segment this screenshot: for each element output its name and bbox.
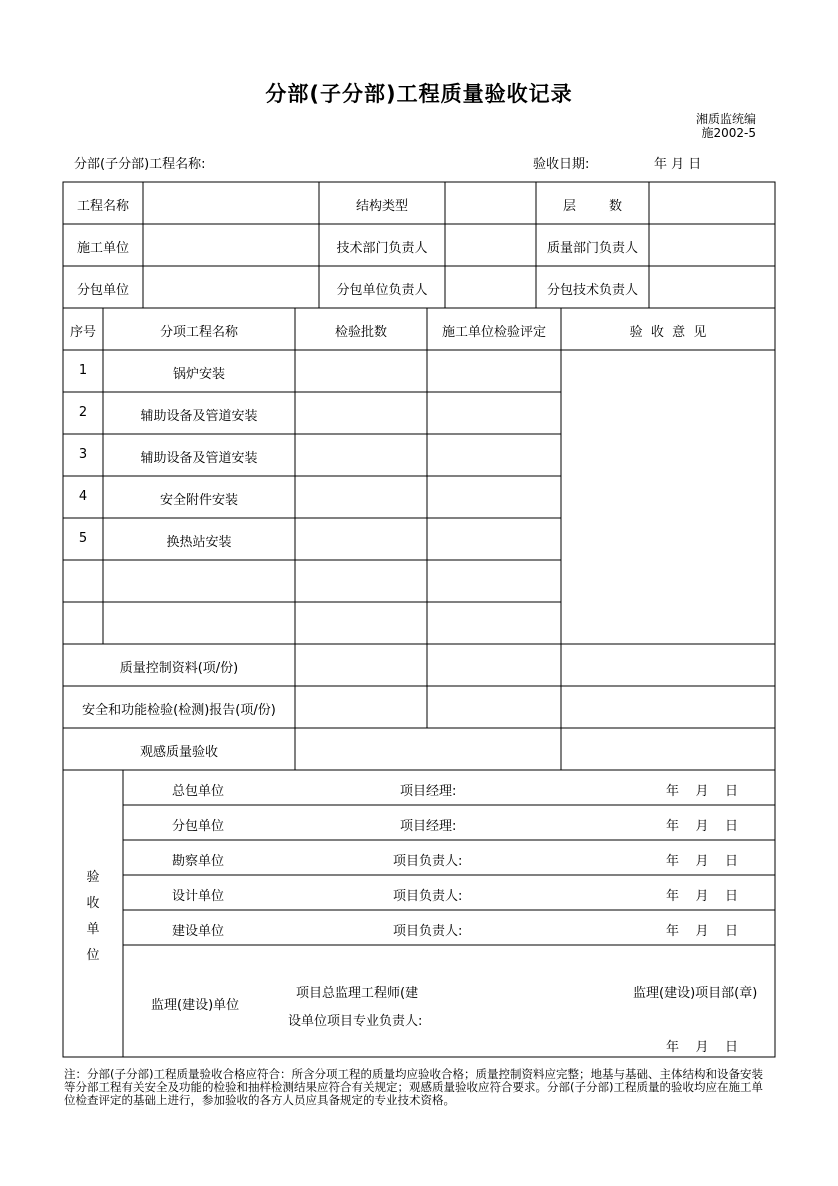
subcontract-head-cell[interactable] [446,268,535,307]
footnote: 注：分部(子分部)工程质量验收合格应符合：所含分项工程的质量均应验收合格；质量控制资料应完整；地基与基础、主体结构和设备安装等分部工程有关安全及功能的检验和抽样检测结果应符合有关规定；观感质量验收应符合要求。分部(子分部)工程质量的验收均应在施工单位检查评定的基础上进行，参加验收的各方人员应具备规定的专业技术资格。 [64,1067,763,1107]
page-title: 分部(子分部)工程质量验收记录 [265,82,573,106]
construction-unit-cell[interactable] [144,226,318,265]
form-code-line2: 施2002-5 [701,126,756,140]
table-row-name: 安全附件安装 [159,493,238,508]
subcontract-tech-cell[interactable] [650,268,774,307]
supervision-role-line2: 设单位项目专业负责人: [288,1014,423,1029]
acceptance-unit-name: 总包单位 [171,784,224,799]
acceptance-unit-date: 年 月 日 [666,854,739,869]
project-name-header: 工程名称 [76,199,129,214]
form-code-line1: 湘质监统编 [695,112,756,126]
acceptance-unit-name: 建设单位 [171,924,224,939]
appearance-label: 观感质量验收 [139,745,218,760]
acceptance-side-label-char: 验 [86,870,100,885]
project-name-label: 分部(子分部)工程名称: [74,157,206,172]
tech-head-header: 技术部门负责人 [336,241,428,256]
quality-docs-label: 质量控制资料(项/份) [119,661,239,676]
safety-reports-label: 安全和功能检验(检测)报告(项/份) [82,703,276,718]
floors-header: 层 数 [562,199,623,214]
acceptance-unit-role: 项目负责人: [393,924,463,939]
table-row-seq: 3 [78,447,88,462]
acceptance-unit-name: 分包单位 [171,819,224,834]
subcontract-unit-header: 分包单位 [76,283,129,298]
quality-head-cell[interactable] [650,226,774,265]
structure-type-header: 结构类型 [355,199,408,214]
acceptance-date-label: 验收日期: [533,157,590,172]
subcontract-tech-header: 分包技术负责人 [546,283,638,298]
tech-head-cell[interactable] [446,226,535,265]
supervision-stamp-label: 监理(建设)项目部(章) [633,986,758,1001]
acceptance-side-label-char: 收 [86,896,100,911]
table-row-seq: 2 [78,405,88,420]
acceptance-unit-name: 勘察单位 [171,854,224,869]
floors-cell[interactable] [650,184,774,223]
acceptance-unit-role: 项目负责人: [393,854,463,869]
subcontract-head-header: 分包单位负责人 [336,283,428,298]
item-name-header: 分项工程名称 [159,325,238,340]
batches-header: 检验批数 [334,325,387,340]
opinion-header: 验 收 意 见 [629,325,707,340]
supervision-role-line1: 项目总监理工程师(建 [296,986,419,1001]
eval-header: 施工单位检验评定 [441,325,546,340]
table-row-seq: 1 [78,363,88,378]
construction-unit-header: 施工单位 [76,241,129,256]
acceptance-unit-date: 年 月 日 [666,889,739,904]
subcontract-unit-cell[interactable] [144,268,318,307]
table-row-name: 换热站安装 [166,535,232,550]
structure-type-cell[interactable] [446,184,535,223]
supervision-unit-name: 监理(建设)单位 [151,998,240,1013]
supervision-date: 年 月 日 [666,1040,739,1055]
table-row-seq: 5 [78,531,88,546]
seq-header: 序号 [69,325,96,340]
acceptance-side-label-char: 位 [86,948,100,963]
acceptance-unit-date: 年 月 日 [666,784,739,799]
table-row-seq: 4 [78,489,88,504]
table-row-name: 锅炉安装 [172,367,225,382]
acceptance-side-label-char: 单 [86,922,100,937]
acceptance-unit-name: 设计单位 [171,889,224,904]
acceptance-date-ymd: 年 月 日 [654,157,702,172]
table-row-name: 辅助设备及管道安装 [140,409,258,424]
acceptance-unit-role: 项目经理: [400,819,457,834]
acceptance-unit-role: 项目经理: [400,784,457,799]
project-name-cell[interactable] [144,184,318,223]
quality-head-header: 质量部门负责人 [546,241,638,256]
acceptance-unit-date: 年 月 日 [666,924,739,939]
acceptance-unit-role: 项目负责人: [393,889,463,904]
acceptance-unit-date: 年 月 日 [666,819,739,834]
table-row-name: 辅助设备及管道安装 [140,451,258,466]
